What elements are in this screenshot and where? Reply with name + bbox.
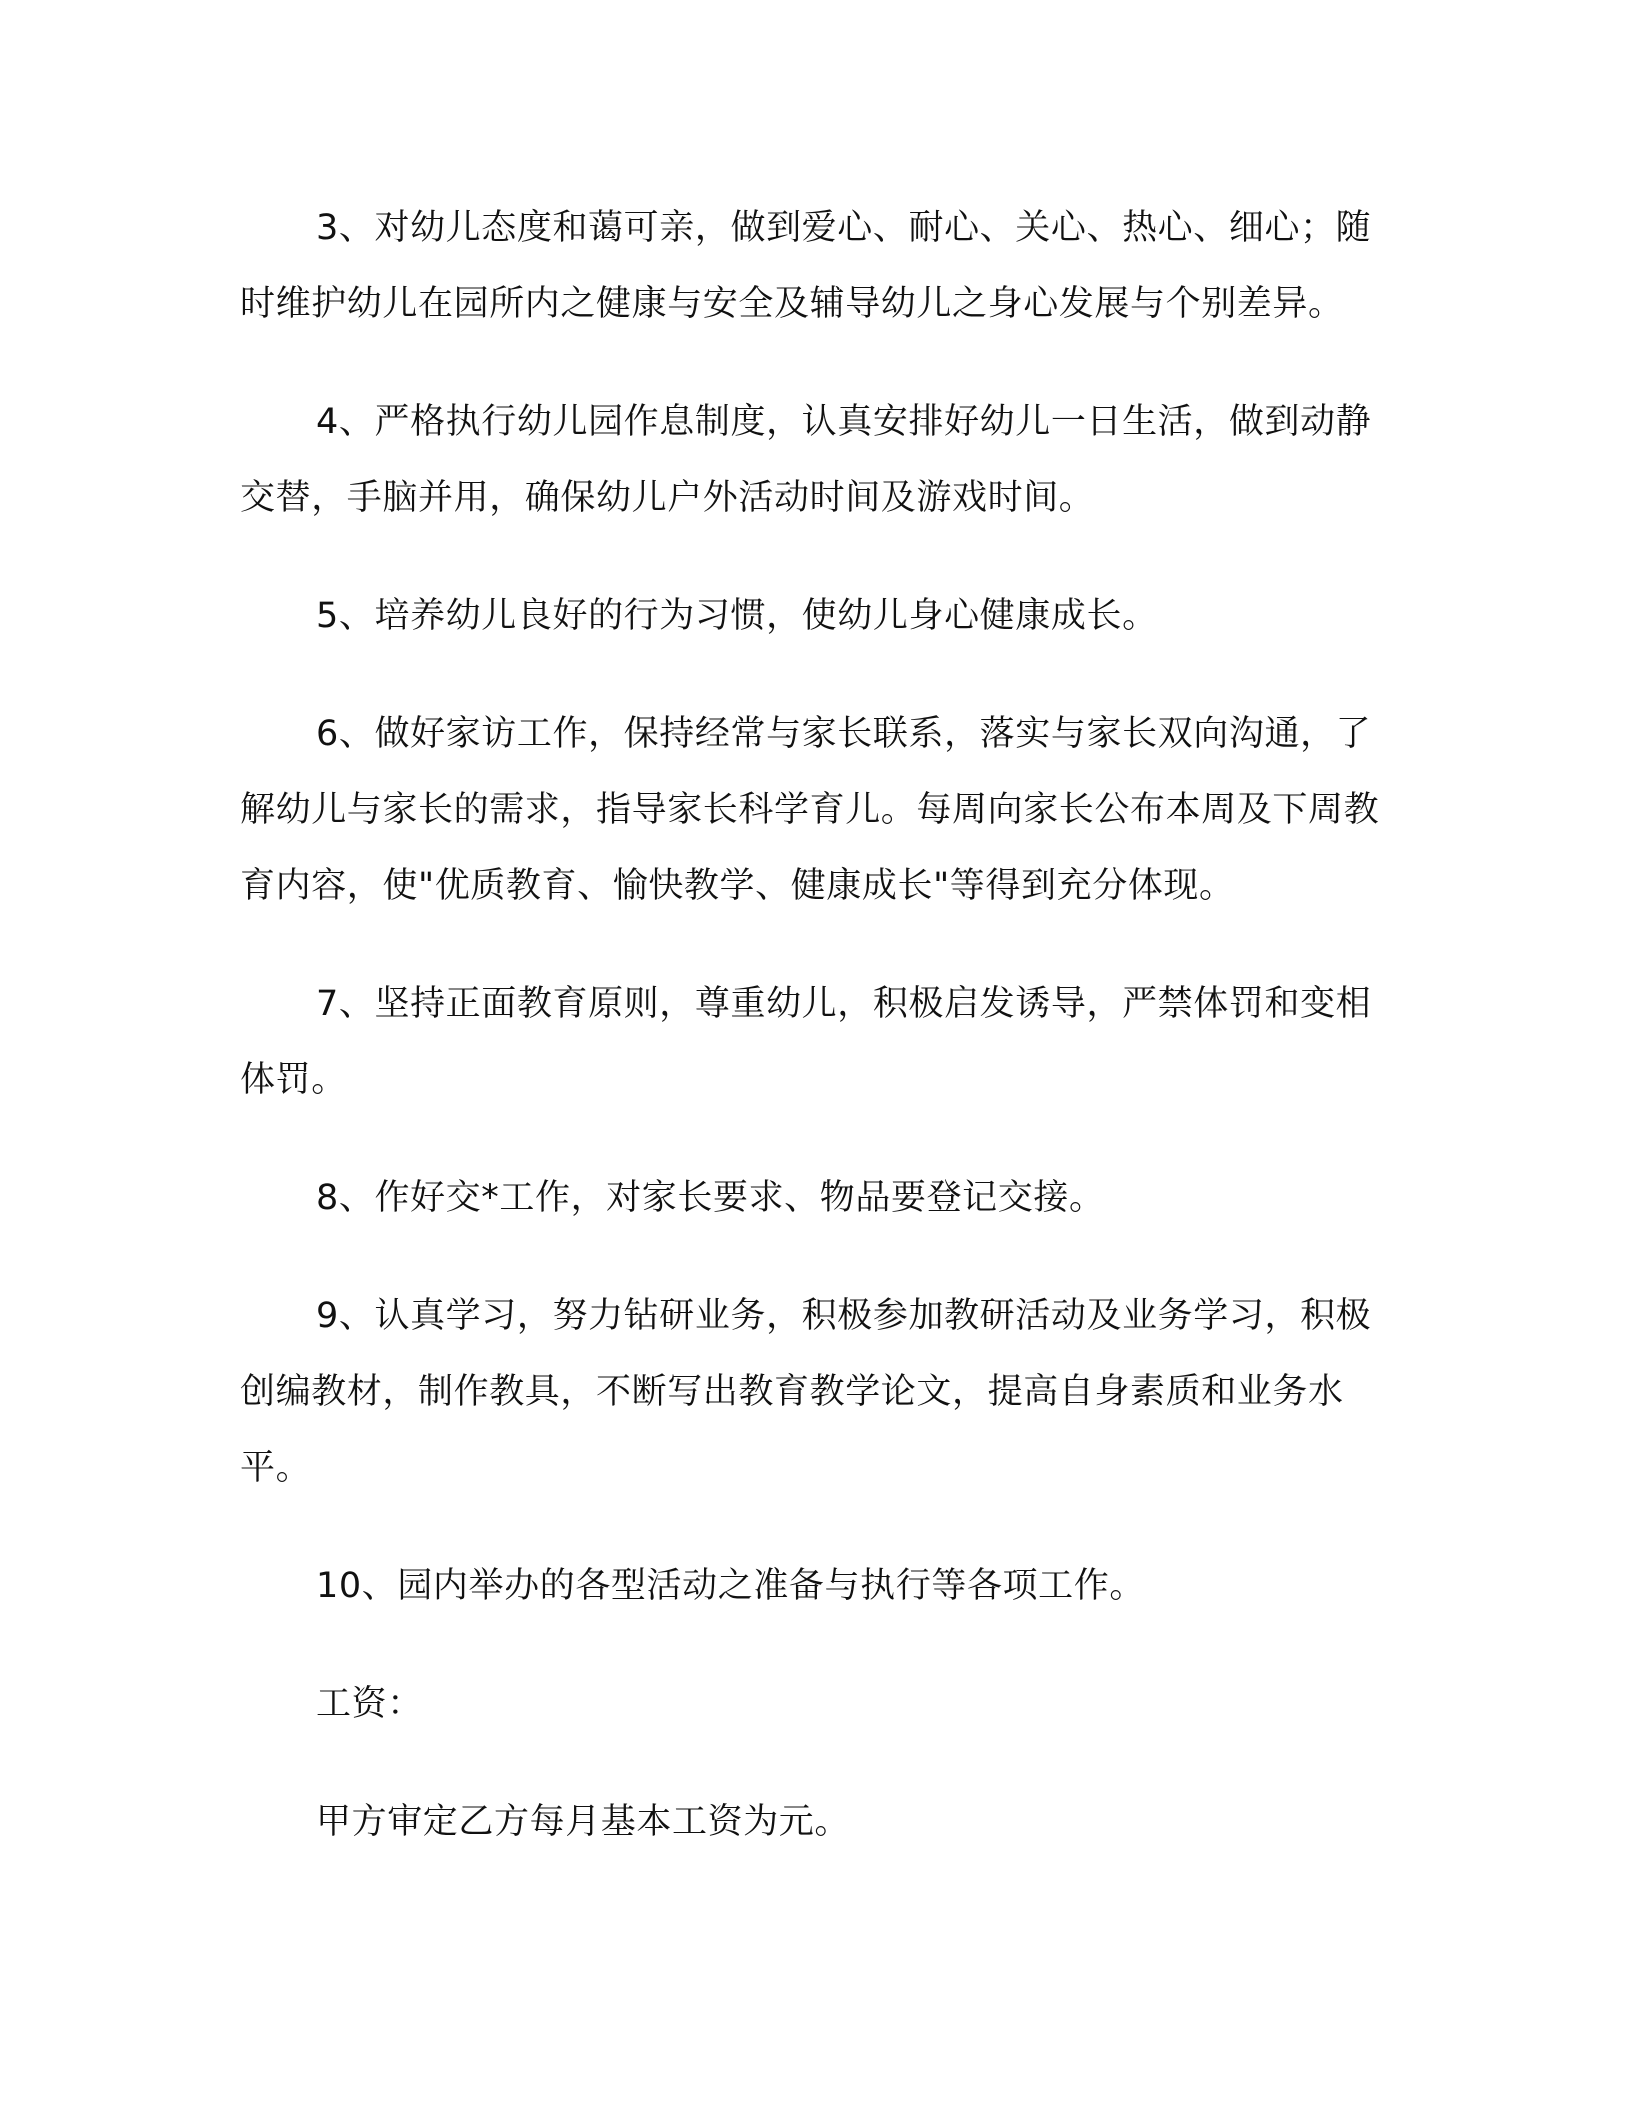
salary-statement: 甲方审定乙方每月基本工资为元。 [316, 1802, 851, 1842]
paragraph-item-3: 3、对幼儿态度和蔼可亲，做到爱心、耐心、关心、热心、细心；随时维护幼儿在园所内之健康与安全及辅导幼儿之身心发展与个别差异。 [240, 208, 1372, 324]
paragraph-item-8: 8、作好交*工作，对家长要求、物品要登记交接。 [316, 1178, 1105, 1218]
document-page [240, 190, 1400, 1902]
paragraph-item-4: 4、严格执行幼儿园作息制度，认真安排好幼儿一日生活，做到动静交替，手脑并用，确保幼儿户外活动时间及游戏时间。 [240, 402, 1372, 518]
paragraph-item-10: 10、园内举办的各型活动之准备与执行等各项工作。 [316, 1566, 1145, 1606]
paragraph-item-9: 9、认真学习，努力钻研业务，积极参加教研活动及业务学习，积极创编教材，制作教具，不断写出教育教学论文，提高自身素质和业务水平。 [240, 1296, 1372, 1488]
paragraph-item-5: 5、培养幼儿良好的行为习惯，使幼儿身心健康成长。 [316, 596, 1158, 636]
paragraph-item-6: 6、做好家访工作，保持经常与家长联系，落实与家长双向沟通，了解幼儿与家长的需求，指导家长科学育儿。每周向家长公布本周及下周教育内容，使"优质教育、愉快教学、健康成长"等得到充分体现。 [240, 714, 1380, 906]
paragraph-item-7: 7、坚持正面教育原则，尊重幼儿，积极启发诱导，严禁体罚和变相体罚。 [240, 984, 1372, 1100]
salary-heading: 工资： [316, 1684, 423, 1724]
